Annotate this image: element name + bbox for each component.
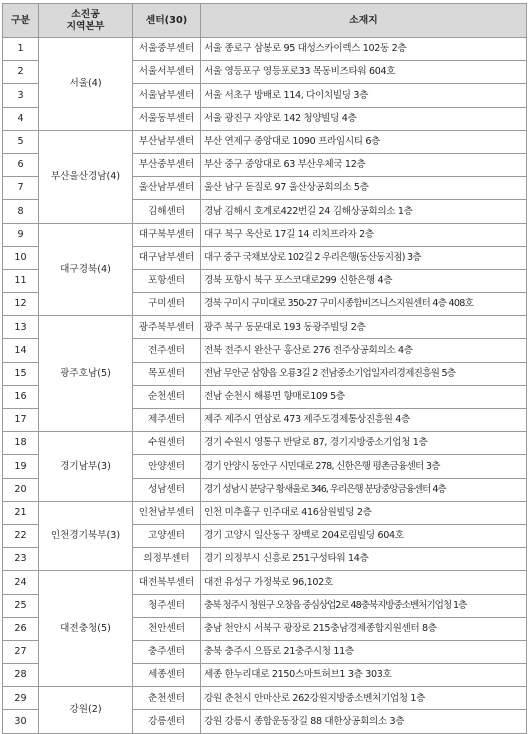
region-name: 인천경기북부(3) <box>39 501 133 571</box>
center-address: 서울 종로구 삼봉로 95 대성스카이렉스 102동 2층 <box>201 38 527 61</box>
row-number: 21 <box>3 501 39 524</box>
row-number: 19 <box>3 455 39 478</box>
region-name: 부산울산경남(4) <box>39 130 133 223</box>
center-address: 전북 전주시 완산구 홍산로 276 전주상공회의소 4층 <box>201 339 527 362</box>
center-address: 광주 북구 동문대로 193 동광주빌딩 2층 <box>201 316 527 339</box>
center-name: 성남센터 <box>133 478 201 501</box>
center-address: 제주 제주시 연삼로 473 제주도경제통상진흥원 4층 <box>201 409 527 432</box>
center-name: 서울서부센터 <box>133 61 201 84</box>
center-address: 인천 미추홀구 인주대로 416삼원빌딩 2층 <box>201 501 527 524</box>
table-row <box>3 571 527 594</box>
row-number: 14 <box>3 339 39 362</box>
row-number: 13 <box>3 316 39 339</box>
table-row <box>3 38 527 61</box>
office-table-container <box>2 3 526 734</box>
row-number: 12 <box>3 293 39 316</box>
center-address: 세종 한누리대로 2150스마트허브1 3층 303호 <box>201 664 527 687</box>
row-number: 7 <box>3 177 39 200</box>
center-name: 강릉센터 <box>133 710 201 733</box>
center-name: 김해센터 <box>133 200 201 223</box>
center-name: 구미센터 <box>133 293 201 316</box>
row-number: 11 <box>3 269 39 292</box>
region-name: 경기남부(3) <box>39 432 133 502</box>
center-name: 의정부센터 <box>133 548 201 571</box>
center-address: 경북 포항시 북구 포스코대로299 신한은행 4층 <box>201 269 527 292</box>
table-row <box>3 130 527 153</box>
center-address: 강원 강릉시 종합운동장길 88 대한상공회의소 3층 <box>201 710 527 733</box>
center-address: 서울 영등포구 영등포로33 목동비즈타워 604호 <box>201 61 527 84</box>
center-address: 서울 서초구 방배로 114, 다이치빌딩 3층 <box>201 84 527 107</box>
table-row <box>3 687 527 710</box>
row-number: 10 <box>3 246 39 269</box>
center-address: 충남 천안시 서북구 광장로 215충남경제종합지원센터 8층 <box>201 617 527 640</box>
row-number: 1 <box>3 38 39 61</box>
row-number: 17 <box>3 409 39 432</box>
row-number: 23 <box>3 548 39 571</box>
header-region <box>39 4 133 38</box>
table-row <box>3 316 527 339</box>
row-number: 6 <box>3 153 39 176</box>
row-number: 4 <box>3 107 39 130</box>
center-address: 경기 성남시 분당구 황새울로 346, 우리은행 분당중앙금융센터 4층 <box>201 478 527 501</box>
region-name: 대전충청(5) <box>39 571 133 687</box>
row-number: 5 <box>3 130 39 153</box>
row-number: 30 <box>3 710 39 733</box>
center-address: 강원 춘천시 안마산로 262강원지방중소벤처기업청 1층 <box>201 687 527 710</box>
center-name: 목포센터 <box>133 362 201 385</box>
center-name: 제주센터 <box>133 409 201 432</box>
center-name: 춘천센터 <box>133 687 201 710</box>
center-address: 서울 광진구 자양로 142 청양빌딩 4층 <box>201 107 527 130</box>
center-address: 대전 유성구 가정북로 96,102호 <box>201 571 527 594</box>
center-address: 전남 순천시 해룡면 향매로109 5층 <box>201 385 527 408</box>
table-body <box>3 38 527 734</box>
center-address: 경남 김해시 호계로422번길 24 김해상공회의소 1층 <box>201 200 527 223</box>
center-name: 충주센터 <box>133 640 201 663</box>
center-name: 고양센터 <box>133 524 201 547</box>
center-address: 경기 고양시 일산동구 장백로 204로림빌딩 604호 <box>201 524 527 547</box>
center-address: 대구 중구 국채보상로 102길 2 우리은행(동산동지점) 3층 <box>201 246 527 269</box>
row-number: 24 <box>3 571 39 594</box>
center-name: 순천센터 <box>133 385 201 408</box>
center-name: 대구북부센터 <box>133 223 201 246</box>
row-number: 2 <box>3 61 39 84</box>
row-number: 8 <box>3 200 39 223</box>
table-row <box>3 432 527 455</box>
center-address: 경북 구미시 구미대로 350-27 구미시종합비즈니스지원센터 4층 408호 <box>201 293 527 316</box>
center-name: 청주센터 <box>133 594 201 617</box>
center-name: 대구남부센터 <box>133 246 201 269</box>
center-name: 포항센터 <box>133 269 201 292</box>
header-no: 구분 <box>3 4 39 38</box>
row-number: 3 <box>3 84 39 107</box>
row-number: 28 <box>3 664 39 687</box>
table-header-row <box>3 4 527 38</box>
center-address: 충북 충주시 으뜸로 21충주시청 11층 <box>201 640 527 663</box>
center-address: 경기 수원시 영통구 반달로 87, 경기지방중소기업청 1층 <box>201 432 527 455</box>
center-address: 부산 중구 중앙대로 63 부산우체국 12층 <box>201 153 527 176</box>
row-number: 16 <box>3 385 39 408</box>
center-address: 전남 무안군 삼향읍 오룡3길 2 전남중소기업일자리경제진흥원 5층 <box>201 362 527 385</box>
center-address: 대구 북구 옥산로 17길 14 리치프라자 2층 <box>201 223 527 246</box>
center-name: 서울동부센터 <box>133 107 201 130</box>
header-region-line1: 소진공 <box>71 8 100 20</box>
region-name: 강원(2) <box>39 687 133 733</box>
row-number: 26 <box>3 617 39 640</box>
center-name: 인천남부센터 <box>133 501 201 524</box>
region-name: 대구경북(4) <box>39 223 133 316</box>
row-number: 29 <box>3 687 39 710</box>
center-address: 경기 안양시 동안구 시민대로 278, 신한은행 평촌금융센터 3층 <box>201 455 527 478</box>
center-address: 울산 남구 돋질로 97 울산상공회의소 5층 <box>201 177 527 200</box>
center-name: 서울남부센터 <box>133 84 201 107</box>
center-name: 세종센터 <box>133 664 201 687</box>
center-name: 수원센터 <box>133 432 201 455</box>
row-number: 9 <box>3 223 39 246</box>
row-number: 27 <box>3 640 39 663</box>
table-row <box>3 501 527 524</box>
row-number: 22 <box>3 524 39 547</box>
center-name: 안양센터 <box>133 455 201 478</box>
region-name: 서울(4) <box>39 38 133 131</box>
center-name: 대전북부센터 <box>133 571 201 594</box>
center-name: 천안센터 <box>133 617 201 640</box>
header-region-line2: 지역본부 <box>66 20 105 32</box>
center-address: 부산 연제구 중앙대로 1090 프라임시티 6층 <box>201 130 527 153</box>
center-name: 서울중부센터 <box>133 38 201 61</box>
row-number: 15 <box>3 362 39 385</box>
header-center: 센터(30) <box>133 4 201 38</box>
region-name: 광주호남(5) <box>39 316 133 432</box>
row-number: 18 <box>3 432 39 455</box>
table-row <box>3 223 527 246</box>
row-number: 20 <box>3 478 39 501</box>
center-name: 전주센터 <box>133 339 201 362</box>
header-address: 소재지 <box>201 4 527 38</box>
center-name: 울산남부센터 <box>133 177 201 200</box>
office-location-table <box>2 3 527 734</box>
center-name: 광주북부센터 <box>133 316 201 339</box>
row-number: 25 <box>3 594 39 617</box>
center-name: 부산남부센터 <box>133 130 201 153</box>
center-address: 충북 청주시 청원구 오창읍 중심상업2로 48충북지방중소벤처기업청 1층 <box>201 594 527 617</box>
center-address: 경기 의정부시 신흥로 251구성타워 14층 <box>201 548 527 571</box>
center-name: 부산중부센터 <box>133 153 201 176</box>
